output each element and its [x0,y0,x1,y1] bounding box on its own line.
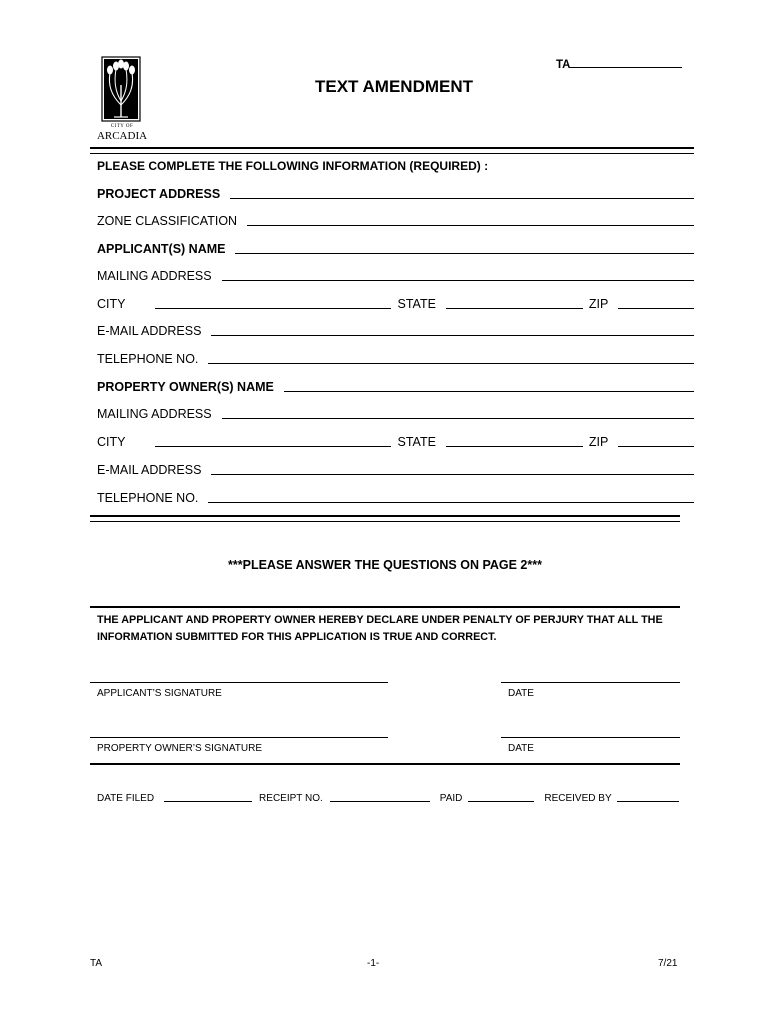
applicant-state-input[interactable] [446,307,583,309]
applicant-name-field[interactable] [97,240,694,256]
applicant-telephone-input[interactable] [208,362,694,364]
page-title: TEXT AMENDMENT [314,77,474,96]
paid-label: PAID [439,793,463,804]
applicant-name-label: APPLICANT(S) NAME [97,242,226,256]
owner-telephone-input[interactable] [208,501,694,503]
owner-email-input[interactable] [211,473,694,475]
office-use-row [97,790,679,804]
owner-state-input[interactable] [446,445,583,447]
office-use-divider [90,763,680,765]
received-by-input[interactable] [617,800,679,802]
page-two-notice: ***PLEASE ANSWER THE QUESTIONS ON PAGE 2*** [228,558,542,572]
owner-date-line[interactable] [501,737,680,738]
applicant-zip-label: ZIP [588,297,609,311]
ta-number-blank[interactable] [570,57,682,68]
footer-page-number: -1- [367,958,380,969]
zone-classification-input[interactable] [247,224,694,226]
owner-name-input[interactable] [284,390,694,392]
project-address-input[interactable] [230,197,694,199]
receipt-no-label: RECEIPT NO. [259,793,323,804]
owner-date-label: DATE [508,743,534,754]
owner-zip-label: ZIP [588,435,609,449]
owner-zip-input[interactable] [618,445,694,447]
declaration-divider [90,606,680,608]
city-logo [96,55,148,147]
applicant-signature-label: APPLICANT’S SIGNATURE [97,688,222,699]
applicant-mailing-address-field[interactable] [97,267,694,283]
owner-city-input[interactable] [155,445,391,447]
owner-telephone-field[interactable] [97,489,694,505]
applicant-date-line[interactable] [501,682,680,683]
perjury-declaration: THE APPLICANT AND PROPERTY OWNER HEREBY DECLARE UNDER PENALTY OF PERJURY THAT ALL THE INFORMATION SUBMITTED FOR THIS APPLICATION IS TRUE AND CORRECT. [97,614,663,643]
logo-city-of-text: CITY OF [110,124,134,129]
received-by-label: RECEIVED BY [544,793,612,804]
applicant-city-label: CITY [97,297,126,311]
logo-arcadia-text: ARCADIA [96,130,148,142]
applicant-mailing-address-input[interactable] [222,279,694,281]
receipt-no-input[interactable] [330,800,430,802]
applicant-name-input[interactable] [235,252,694,254]
owner-name-label: PROPERTY OWNER(S) NAME [97,380,274,394]
owner-email-field[interactable] [97,461,694,477]
applicant-city-input[interactable] [155,307,391,309]
applicant-mailing-address-label: MAILING ADDRESS [97,269,212,283]
applicant-email-label: E-MAIL ADDRESS [97,324,202,338]
owner-state-label: STATE [397,435,436,449]
owner-signature-label: PROPERTY OWNER’S SIGNATURE [97,743,263,754]
form-bottom-divider [90,515,680,522]
applicant-signature-line[interactable] [90,682,388,683]
owner-mailing-address-label: MAILING ADDRESS [97,407,212,421]
date-filed-label: DATE FILED [97,793,155,804]
owner-signature-line[interactable] [90,737,388,738]
date-filed-input[interactable] [164,800,252,802]
applicant-telephone-field[interactable] [97,350,694,366]
paid-input[interactable] [468,800,534,802]
applicant-email-input[interactable] [211,334,694,336]
footer-form-code: TA [90,958,103,969]
applicant-telephone-label: TELEPHONE NO. [97,352,199,366]
zone-classification-label: ZONE CLASSIFICATION [97,214,238,228]
applicant-date-label: DATE [508,688,534,699]
owner-name-field[interactable] [97,378,694,394]
zone-classification-field[interactable] [97,212,694,228]
owner-email-label: E-MAIL ADDRESS [97,463,202,477]
applicant-city-state-zip-row [97,295,694,311]
owner-telephone-label: TELEPHONE NO. [97,491,199,505]
project-address-field[interactable] [97,185,694,201]
owner-mailing-address-input[interactable] [222,417,694,419]
owner-mailing-address-field[interactable] [97,405,694,421]
applicant-state-label: STATE [397,297,436,311]
owner-city-label: CITY [97,435,126,449]
header-divider [90,147,694,154]
ta-number-label: TA [556,59,571,71]
ta-number-field[interactable] [556,57,682,71]
applicant-email-field[interactable] [97,322,694,338]
footer-revision-date: 7/21 [658,958,678,969]
owner-city-state-zip-row [97,433,694,449]
form-heading: PLEASE COMPLETE THE FOLLOWING INFORMATION (REQUIRED) : [97,159,489,173]
project-address-label: PROJECT ADDRESS [97,187,221,201]
applicant-zip-input[interactable] [618,307,694,309]
